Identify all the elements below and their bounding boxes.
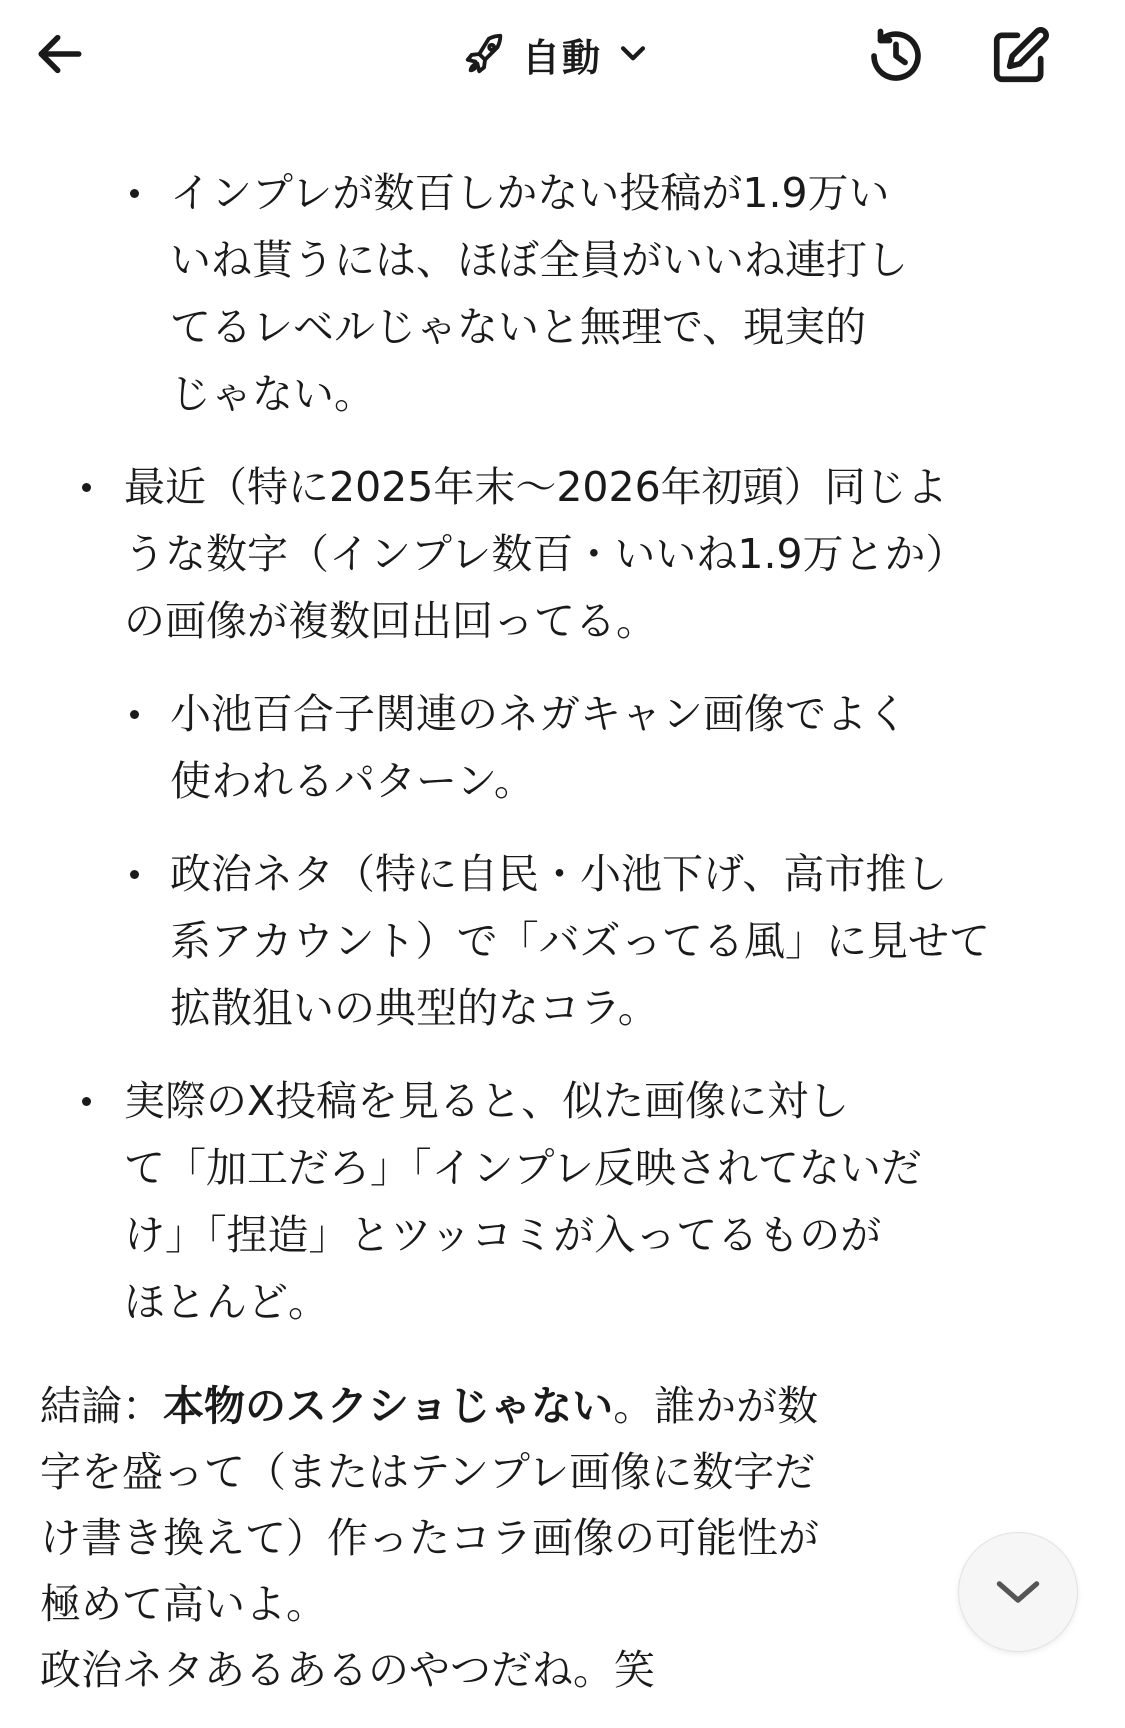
conclusion-line-1 <box>40 1373 1040 1439</box>
mode-label: 自動 <box>522 35 603 80</box>
conclusion-line-4: 極めて高いよ。 <box>40 1580 327 1628</box>
list-spacer <box>0 655 1125 681</box>
conclusion-prefix: 結論： <box>40 1382 163 1430</box>
list-item: 実際のX投稿を見ると、似た画像に対し て「加工だろ」「インプレ反映されてないだ け」「捏造」とツッコミが入ってるものが ほとんど。 <box>0 1068 1084 1336</box>
conclusion-bold: 本物のスクショじゃない <box>163 1382 614 1430</box>
list-spacer <box>0 1042 1125 1068</box>
assistant-message <box>0 160 1125 1336</box>
bullet-list <box>0 160 1125 1336</box>
chevron-down-icon <box>990 1564 1046 1620</box>
list-item: 政治ネタ（特に自民・小池下げ、高市推し 系アカウント）で「バズってる風」に見せて 拡散狙いの典型的なコラ。 <box>0 841 1050 1042</box>
rocket-icon <box>462 31 508 77</box>
scroll-to-bottom-button[interactable] <box>958 1532 1078 1652</box>
conclusion-line-5: 政治ネタあるあるのやつだね。笑 <box>40 1646 655 1694</box>
back-button[interactable] <box>28 22 92 86</box>
new-chat-button[interactable] <box>986 22 1054 90</box>
list-item: インプレが数百しかない投稿が1.9万い いね貰うには、ほぼ全員がいいね連打し てるレベルじゃないと無理で、現実的 じゃない。 <box>0 160 1050 428</box>
history-button[interactable] <box>862 22 930 90</box>
top-bar <box>0 0 1125 110</box>
list-spacer <box>0 815 1125 841</box>
mode-selector[interactable] <box>462 24 650 84</box>
edit-icon <box>989 25 1051 87</box>
list-spacer <box>0 428 1125 454</box>
conclusion-line-2: 字を盛って（またはテンプレ画像に数字だ <box>40 1448 816 1496</box>
conclusion-line-3: け書き換えて）作ったコラ画像の可能性が <box>40 1514 819 1562</box>
history-icon <box>865 25 927 87</box>
chevron-down-icon <box>616 37 650 71</box>
arrow-left-icon <box>32 26 88 82</box>
list-item: 小池百合子関連のネガキャン画像でよく 使われるパターン。 <box>0 681 1050 815</box>
conclusion-after-bold: 。誰かが数 <box>613 1382 819 1430</box>
conclusion-paragraph <box>40 1373 1040 1703</box>
list-item: 最近（特に2025年末〜2026年初頭）同じよ うな数字（インプレ数百・いいね1.9万とか） の画像が複数回出回ってる。 <box>0 454 1084 655</box>
